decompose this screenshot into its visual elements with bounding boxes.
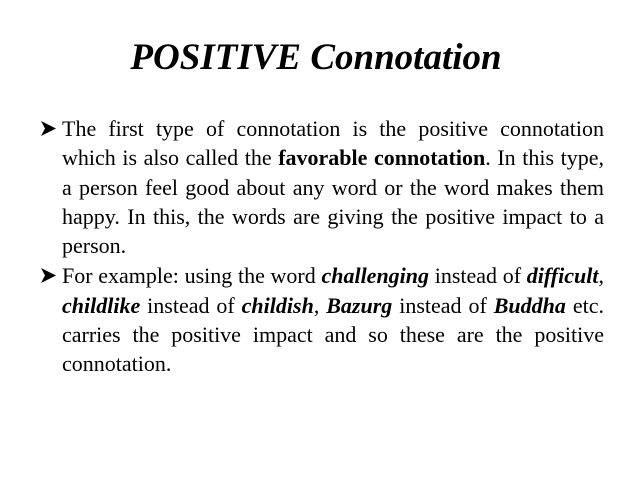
- slide-title: POSITIVE Connotation: [130, 37, 502, 78]
- arrow-bullet-icon: [40, 120, 57, 137]
- example-word: childlike: [62, 292, 141, 318]
- bullet-text: etc. carries the positive impact and so these are the positive connotation.: [62, 292, 604, 377]
- example-word: challenging: [321, 263, 430, 289]
- bullet-text: instead of: [429, 263, 527, 289]
- bullet-list: [40, 114, 604, 379]
- bullet-text: The first type of connotation is the positive connotation which is also called the: [62, 116, 604, 171]
- bullet-text: instead of: [392, 292, 494, 318]
- bullet-text: For example: using the word: [62, 263, 322, 289]
- emphasis-term: favorable connotation: [278, 145, 486, 171]
- bullet-text: instead of: [140, 292, 242, 318]
- example-word: Buddha: [493, 292, 566, 318]
- example-word: Bazurg: [326, 292, 393, 318]
- bullet-item: [40, 114, 604, 260]
- example-word: childish: [241, 292, 314, 318]
- arrow-bullet-icon: [40, 267, 57, 284]
- example-word: difficult: [526, 263, 599, 289]
- bullet-text: . In this type, a person feel good about any word or the word makes them happy. In this, the words are giving the positive impact to a person.: [62, 145, 604, 259]
- bullet-text: ,: [598, 263, 604, 289]
- bullet-text: ,: [313, 292, 327, 318]
- bullet-item: [40, 261, 604, 378]
